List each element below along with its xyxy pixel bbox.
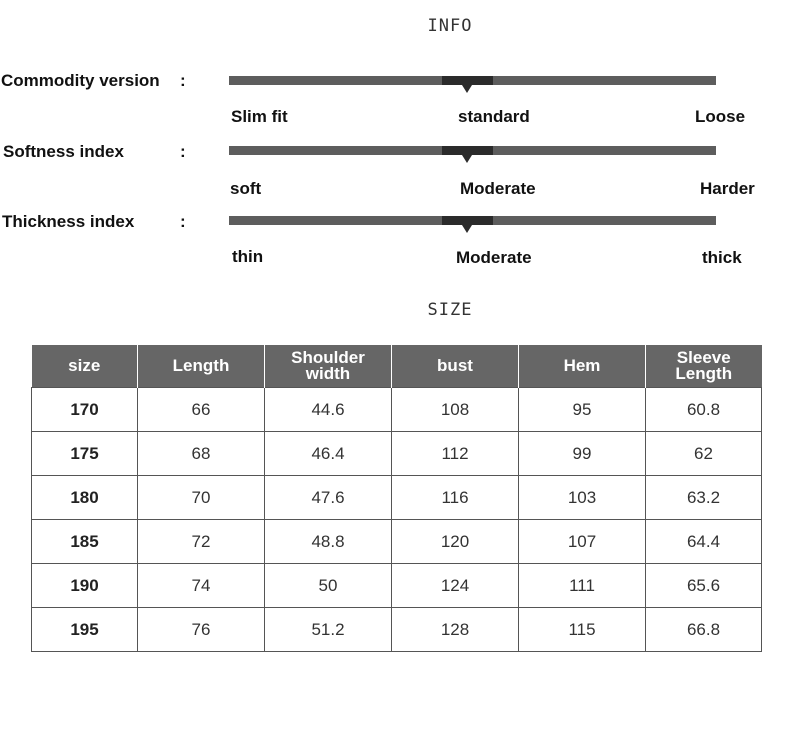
table-cell: 68 <box>138 432 265 476</box>
table-cell: 64.4 <box>646 520 762 564</box>
table-cell: 111 <box>519 564 646 608</box>
column-header-length: Length <box>138 345 265 388</box>
table-cell-size: 170 <box>32 388 138 432</box>
metric-colon: : <box>180 142 186 161</box>
column-header-bust: bust <box>392 345 519 388</box>
scale-option-moderate: Moderate <box>460 179 536 198</box>
column-header-size: size <box>32 345 138 388</box>
table-cell: 63.2 <box>646 476 762 520</box>
table-cell: 70 <box>138 476 265 520</box>
table-cell: 47.6 <box>265 476 392 520</box>
table-cell: 51.2 <box>265 608 392 652</box>
table-cell: 62 <box>646 432 762 476</box>
softness-index-scale-bar <box>229 146 716 155</box>
table-cell: 108 <box>392 388 519 432</box>
size-chart-table <box>31 345 762 652</box>
scale-option-moderate: Moderate <box>456 248 532 267</box>
table-row <box>32 564 762 608</box>
table-row <box>32 476 762 520</box>
column-header-sleeve-length: Sleeve Length <box>646 345 762 388</box>
table-row <box>32 432 762 476</box>
table-cell: 99 <box>519 432 646 476</box>
table-cell: 60.8 <box>646 388 762 432</box>
table-row <box>32 608 762 652</box>
table-cell: 128 <box>392 608 519 652</box>
scale-option-thick: thick <box>702 248 742 267</box>
softness-index-selected-segment <box>442 146 493 155</box>
metric-label-commodity-version: Commodity version <box>1 71 160 90</box>
scale-option-loose: Loose <box>695 107 746 126</box>
commodity-version-scale-bar <box>229 76 716 85</box>
table-cell: 115 <box>519 608 646 652</box>
table-cell: 65.6 <box>646 564 762 608</box>
commodity-version-pointer-icon <box>462 85 472 93</box>
table-cell: 74 <box>138 564 265 608</box>
scale-option-slim-fit: Slim fit <box>231 107 288 126</box>
table-cell: 44.6 <box>265 388 392 432</box>
table-header-row <box>32 345 762 388</box>
metric-colon: : <box>180 212 186 231</box>
table-cell: 107 <box>519 520 646 564</box>
column-header-shoulder-width: Shoulder width <box>265 345 392 388</box>
table-row <box>32 388 762 432</box>
column-header-hem: Hem <box>519 345 646 388</box>
table-cell: 66.8 <box>646 608 762 652</box>
table-cell: 116 <box>392 476 519 520</box>
metric-label-thickness-index: Thickness index <box>2 212 135 231</box>
table-cell: 72 <box>138 520 265 564</box>
metric-label-softness-index: Softness index <box>3 142 124 161</box>
table-cell: 124 <box>392 564 519 608</box>
table-cell-size: 190 <box>32 564 138 608</box>
table-row <box>32 520 762 564</box>
thickness-index-scale-bar <box>229 216 716 225</box>
table-cell: 66 <box>138 388 265 432</box>
table-cell-size: 195 <box>32 608 138 652</box>
table-cell: 46.4 <box>265 432 392 476</box>
table-cell: 48.8 <box>265 520 392 564</box>
table-cell: 76 <box>138 608 265 652</box>
scale-option-standard: standard <box>458 107 530 126</box>
scale-option-thin: thin <box>232 247 264 266</box>
table-cell: 120 <box>392 520 519 564</box>
table-cell: 112 <box>392 432 519 476</box>
table-cell: 95 <box>519 388 646 432</box>
table-cell-size: 175 <box>32 432 138 476</box>
scale-option-harder: Harder <box>700 179 755 198</box>
thickness-index-selected-segment <box>442 216 493 225</box>
info-title: INFO <box>427 16 473 36</box>
table-cell-size: 180 <box>32 476 138 520</box>
size-title: SIZE <box>427 300 473 320</box>
table-cell: 103 <box>519 476 646 520</box>
metric-colon: : <box>180 71 186 90</box>
thickness-index-pointer-icon <box>462 225 472 233</box>
table-cell: 50 <box>265 564 392 608</box>
softness-index-pointer-icon <box>462 155 472 163</box>
table-cell-size: 185 <box>32 520 138 564</box>
scale-option-soft: soft <box>230 179 262 198</box>
commodity-version-selected-segment <box>442 76 493 85</box>
